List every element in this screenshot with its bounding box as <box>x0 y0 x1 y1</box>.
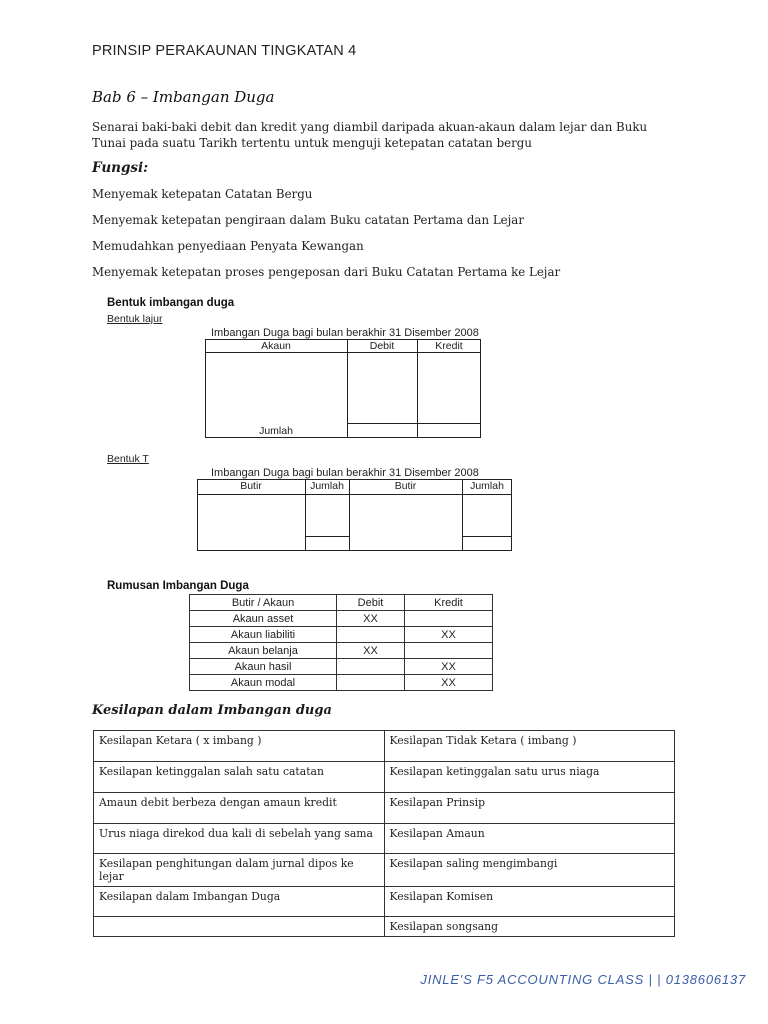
table-cell: Kesilapan ketinggalan satu urus niaga <box>384 762 675 793</box>
table-header: Kredit <box>405 595 493 611</box>
t-header-butir-left: Butir <box>240 480 262 492</box>
table-row <box>190 659 493 675</box>
lajur-total-label: Jumlah <box>259 425 293 437</box>
page-header: PRINSIP PERAKAUNAN TINGKATAN 4 <box>92 43 357 59</box>
fungsi-item: Menyemak ketepatan proses pengeposan dari Buku Catatan Pertama ke Lejar <box>92 265 561 279</box>
table-cell: XX <box>405 627 493 643</box>
table-row <box>190 675 493 691</box>
table-cell: Kesilapan ketinggalan salah satu catatan <box>94 762 385 793</box>
table-row <box>94 824 675 854</box>
table-row <box>190 643 493 659</box>
fungsi-item: Menyemak ketepatan pengiraan dalam Buku catatan Pertama dan Lejar <box>92 213 524 227</box>
table-cell: Kesilapan Amaun <box>384 824 675 854</box>
table-cell: Kesilapan saling mengimbangi <box>384 854 675 887</box>
table-row <box>94 917 675 937</box>
table-header: Butir / Akaun <box>190 595 337 611</box>
table-cell <box>405 643 493 659</box>
table-row <box>94 731 675 762</box>
lajur-header-debit: Debit <box>369 340 395 352</box>
table-cell: Kesilapan songsang <box>384 917 675 937</box>
table-cell: Kesilapan penghitungan dalam jurnal dipos ke lejar <box>94 854 385 887</box>
t-header-butir-right: Butir <box>394 480 417 492</box>
rumusan-title: Rumusan Imbangan Duga <box>107 580 249 592</box>
kesilapan-heading: Kesilapan dalam Imbangan duga <box>92 703 332 718</box>
lajur-header-akaun: Akaun <box>261 340 291 352</box>
table-row <box>190 611 493 627</box>
rumusan-table <box>189 594 493 691</box>
table-cell: XX <box>405 659 493 675</box>
bentuk-lajur-caption: Imbangan Duga bagi bulan berakhir 31 Disember 2008 <box>211 327 479 339</box>
table-cell: Akaun liabiliti <box>190 627 337 643</box>
table-cell <box>337 627 405 643</box>
intro-paragraph: Senarai baki-baki debit dan kredit yang diambil daripada akuan-akaun dalam lejar dan Buku Tunai pada suatu Tarikh tertentu untuk menguji ketepatan catatan bergu <box>92 120 648 150</box>
table-cell: Kesilapan Prinsip <box>384 793 675 824</box>
table-cell <box>94 917 385 937</box>
fungsi-heading: Fungsi: <box>92 160 149 176</box>
table-cell: Kesilapan Komisen <box>384 887 675 917</box>
table-row <box>94 854 675 887</box>
table-row <box>94 793 675 824</box>
bentuk-t-caption: Imbangan Duga bagi bulan berakhir 31 Disember 2008 <box>211 467 479 479</box>
table-row <box>94 762 675 793</box>
t-header-jumlah-right: Jumlah <box>470 480 504 492</box>
chapter-title: Bab 6 – Imbangan Duga <box>92 88 275 106</box>
bentuk-t-label: Bentuk T <box>107 453 149 465</box>
kesilapan-table <box>93 730 675 937</box>
fungsi-item: Menyemak ketepatan Catatan Bergu <box>92 187 313 201</box>
bentuk-lajur-label: Bentuk lajur <box>107 313 163 325</box>
bentuk-title: Bentuk imbangan duga <box>107 297 235 309</box>
table-cell: Kesilapan Ketara ( x imbang ) <box>94 731 385 762</box>
table-cell: Amaun debit berbeza dengan amaun kredit <box>94 793 385 824</box>
table-row <box>190 627 493 643</box>
page-footer: JINLE'S F5 ACCOUNTING CLASS | | 0138606137 <box>420 972 746 987</box>
fungsi-item: Memudahkan penyediaan Penyata Kewangan <box>92 239 364 253</box>
table-cell: Kesilapan dalam Imbangan Duga <box>94 887 385 917</box>
table-cell: XX <box>337 611 405 627</box>
table-cell: XX <box>405 675 493 691</box>
table-cell: Akaun hasil <box>190 659 337 675</box>
table-cell: Akaun belanja <box>190 643 337 659</box>
table-cell <box>337 659 405 675</box>
lajur-header-kredit: Kredit <box>435 340 463 352</box>
table-cell: XX <box>337 643 405 659</box>
table-cell: Urus niaga direkod dua kali di sebelah yang sama <box>94 824 385 854</box>
table-cell <box>405 611 493 627</box>
table-row <box>190 595 493 611</box>
table-cell: Akaun modal <box>190 675 337 691</box>
t-header-jumlah-left: Jumlah <box>310 480 344 492</box>
table-row <box>94 887 675 917</box>
table-cell <box>337 675 405 691</box>
table-cell: Akaun asset <box>190 611 337 627</box>
table-header: Debit <box>337 595 405 611</box>
table-cell: Kesilapan Tidak Ketara ( imbang ) <box>384 731 675 762</box>
